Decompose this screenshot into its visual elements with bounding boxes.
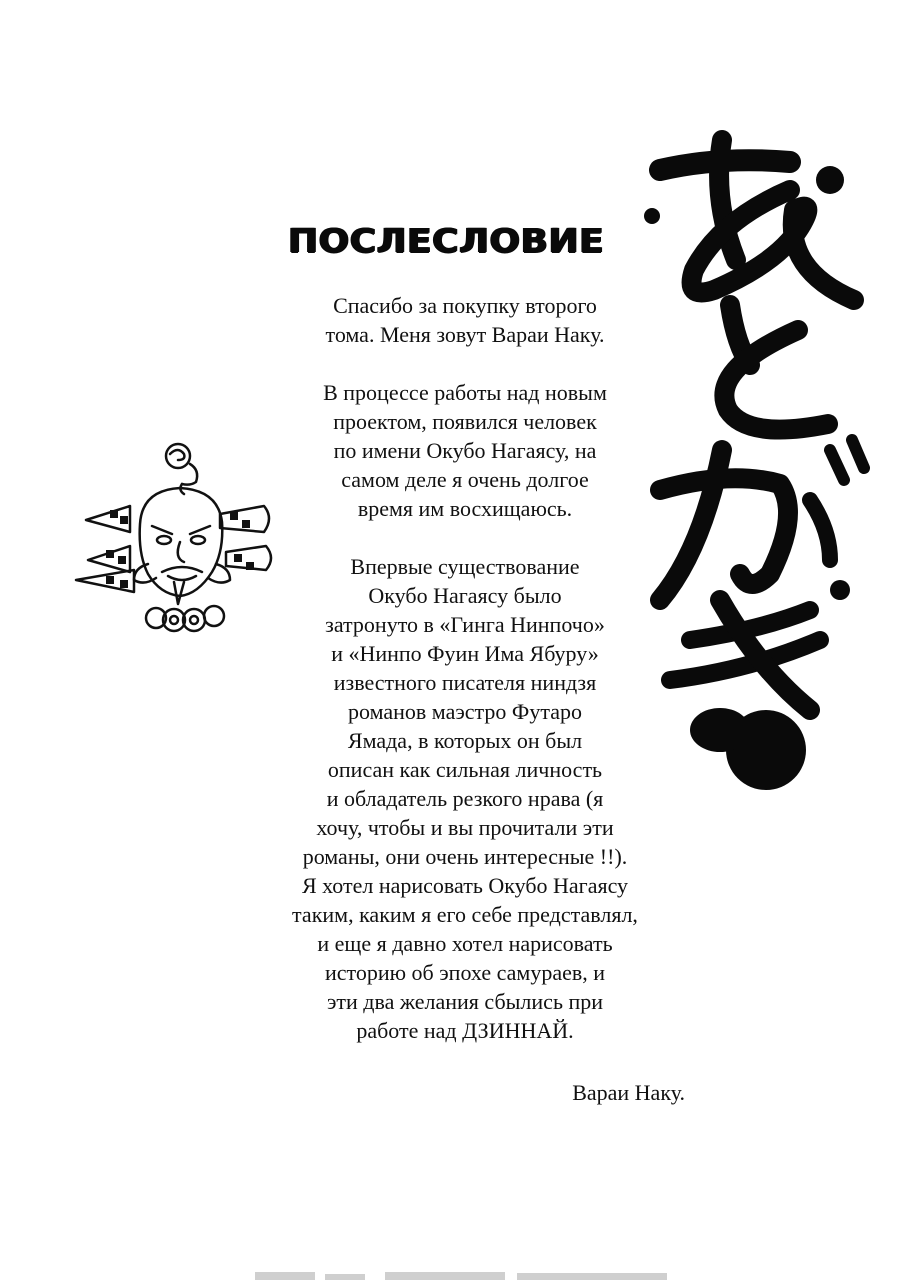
page-bleed-decoration <box>255 1268 675 1280</box>
text-line: таким, каким я его себе представлял, <box>292 902 638 927</box>
paragraph-2 <box>240 378 690 523</box>
page-title: ПОСЛЕСЛОВИЕ <box>288 222 605 261</box>
text-line: описан как сильная личность <box>327 757 603 782</box>
paragraph-3 <box>240 552 690 1045</box>
text-line: Впервые существование <box>350 554 580 579</box>
text-line: Окубо Нагаясу было <box>368 583 562 608</box>
paragraph-1 <box>240 291 690 349</box>
text-line: работе над ДЗИННАЙ. <box>356 1018 574 1043</box>
text-line: по имени Окубо Нагаясу, на <box>333 438 597 463</box>
text-line: В процессе работы над новым <box>323 380 607 405</box>
text-line: эти два желания сбылись при <box>326 989 604 1014</box>
author-signature: Вараи Наку. <box>572 1080 685 1105</box>
text-line: время им восхищаюсь. <box>357 496 573 521</box>
text-line: и обладатель резкого нрава (я <box>326 786 604 811</box>
text-line: известного писателя ниндзя <box>333 670 597 695</box>
text-line: затронуто в «Гинга Нинпочо» <box>325 612 605 637</box>
text-line: и «Нинпо Фуин Има Ябуру» <box>331 641 599 666</box>
text-line: Ямада, в которых он был <box>347 728 583 753</box>
text-line: проектом, появился человек <box>333 409 597 434</box>
text-line: и еще я давно хотел нарисовать <box>317 931 613 956</box>
text-line: хочу, чтобы и вы прочитали эти <box>316 815 614 840</box>
afterword-text <box>240 291 690 1074</box>
text-line: Я хотел нарисовать Окубо Нагаясу <box>301 873 629 898</box>
text-line: Спасибо за покупку второго <box>333 293 597 318</box>
text-line: тома. Меня зовут Вараи Наку. <box>325 322 605 347</box>
text-line: романы, они очень интересные !!). <box>302 844 628 869</box>
text-line: романов маэстро Футаро <box>348 699 582 724</box>
text-line: самом деле я очень долгое <box>341 467 589 492</box>
text-line: историю об эпохе самураев, и <box>324 960 606 985</box>
